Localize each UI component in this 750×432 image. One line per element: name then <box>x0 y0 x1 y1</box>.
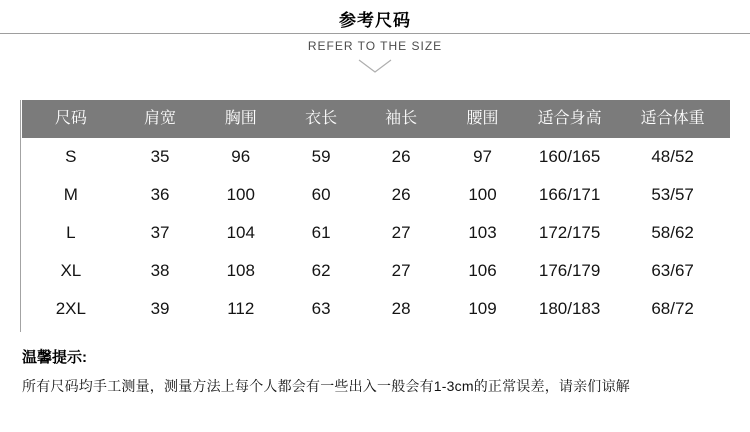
table-cell: 172/175 <box>538 223 601 242</box>
table-cell: 109 <box>468 299 497 318</box>
table-cell: 108 <box>226 261 255 280</box>
table-cell: 37 <box>150 223 170 242</box>
table-cell: L <box>66 223 76 242</box>
table-cell: 39 <box>150 299 170 318</box>
table-cell: 103 <box>468 223 497 242</box>
table-cell: 180/183 <box>538 299 601 318</box>
table-row <box>22 214 730 252</box>
column-header-4: 袖长 <box>385 110 418 127</box>
size-table-body <box>22 138 730 328</box>
table-cell: 35 <box>150 147 170 166</box>
column-header-0: 尺码 <box>54 110 87 127</box>
tips-label: 温馨提示: <box>22 349 87 366</box>
column-header-7: 适合体重 <box>640 110 705 127</box>
page-subtitle: REFER TO THE SIZE <box>307 39 443 53</box>
table-cell: 106 <box>468 261 497 280</box>
title-divider <box>0 33 750 34</box>
size-table-header-row <box>22 100 730 138</box>
table-row <box>22 176 730 214</box>
column-header-2: 胸围 <box>224 110 257 127</box>
table-cell: 176/179 <box>538 261 601 280</box>
table-cell: 26 <box>391 185 411 204</box>
table-cell: 58/62 <box>651 223 694 242</box>
chevron-down-icon <box>357 58 393 74</box>
column-header-5: 腰围 <box>466 110 499 127</box>
table-cell: 61 <box>311 223 331 242</box>
table-cell: 36 <box>150 185 170 204</box>
table-row <box>22 138 730 176</box>
table-cell: 112 <box>227 299 255 318</box>
table-cell: 48/52 <box>651 147 694 166</box>
table-cell: 63/67 <box>651 261 694 280</box>
table-cell: 59 <box>311 147 331 166</box>
table-cell: S <box>65 147 77 166</box>
table-row <box>22 252 730 290</box>
table-cell: 100 <box>468 185 497 204</box>
table-cell: 38 <box>150 261 170 280</box>
chevron-container <box>0 58 750 79</box>
table-cell: 27 <box>391 261 411 280</box>
column-header-1: 肩宽 <box>144 110 177 127</box>
table-cell: 53/57 <box>651 185 694 204</box>
tips-text: 所有尺码均手工测量，测量方法上每个人都会有一些出入一般会有1-3cm的正常误差，请亲们谅解 <box>22 378 630 394</box>
table-row <box>22 290 730 328</box>
table-cell: M <box>63 185 78 204</box>
page-title: 参考尺码 <box>339 11 411 30</box>
table-cell: 60 <box>311 185 331 204</box>
table-cell: 27 <box>391 223 411 242</box>
table-cell: 28 <box>391 299 411 318</box>
column-header-3: 衣长 <box>305 110 338 127</box>
table-cell: 104 <box>226 223 255 242</box>
table-cell: 97 <box>473 147 492 166</box>
column-header-6: 适合身高 <box>537 110 602 127</box>
table-cell: 160/165 <box>538 147 601 166</box>
table-cell: 100 <box>226 185 255 204</box>
size-table <box>22 100 730 328</box>
table-cell: 63 <box>311 299 331 318</box>
table-cell: 2XL <box>55 299 86 318</box>
table-left-border <box>20 100 21 332</box>
table-cell: 68/72 <box>651 299 694 318</box>
table-cell: 96 <box>231 147 251 166</box>
table-cell: XL <box>60 261 82 280</box>
table-cell: 166/171 <box>538 185 601 204</box>
table-cell: 26 <box>391 147 411 166</box>
table-cell: 62 <box>311 261 331 280</box>
